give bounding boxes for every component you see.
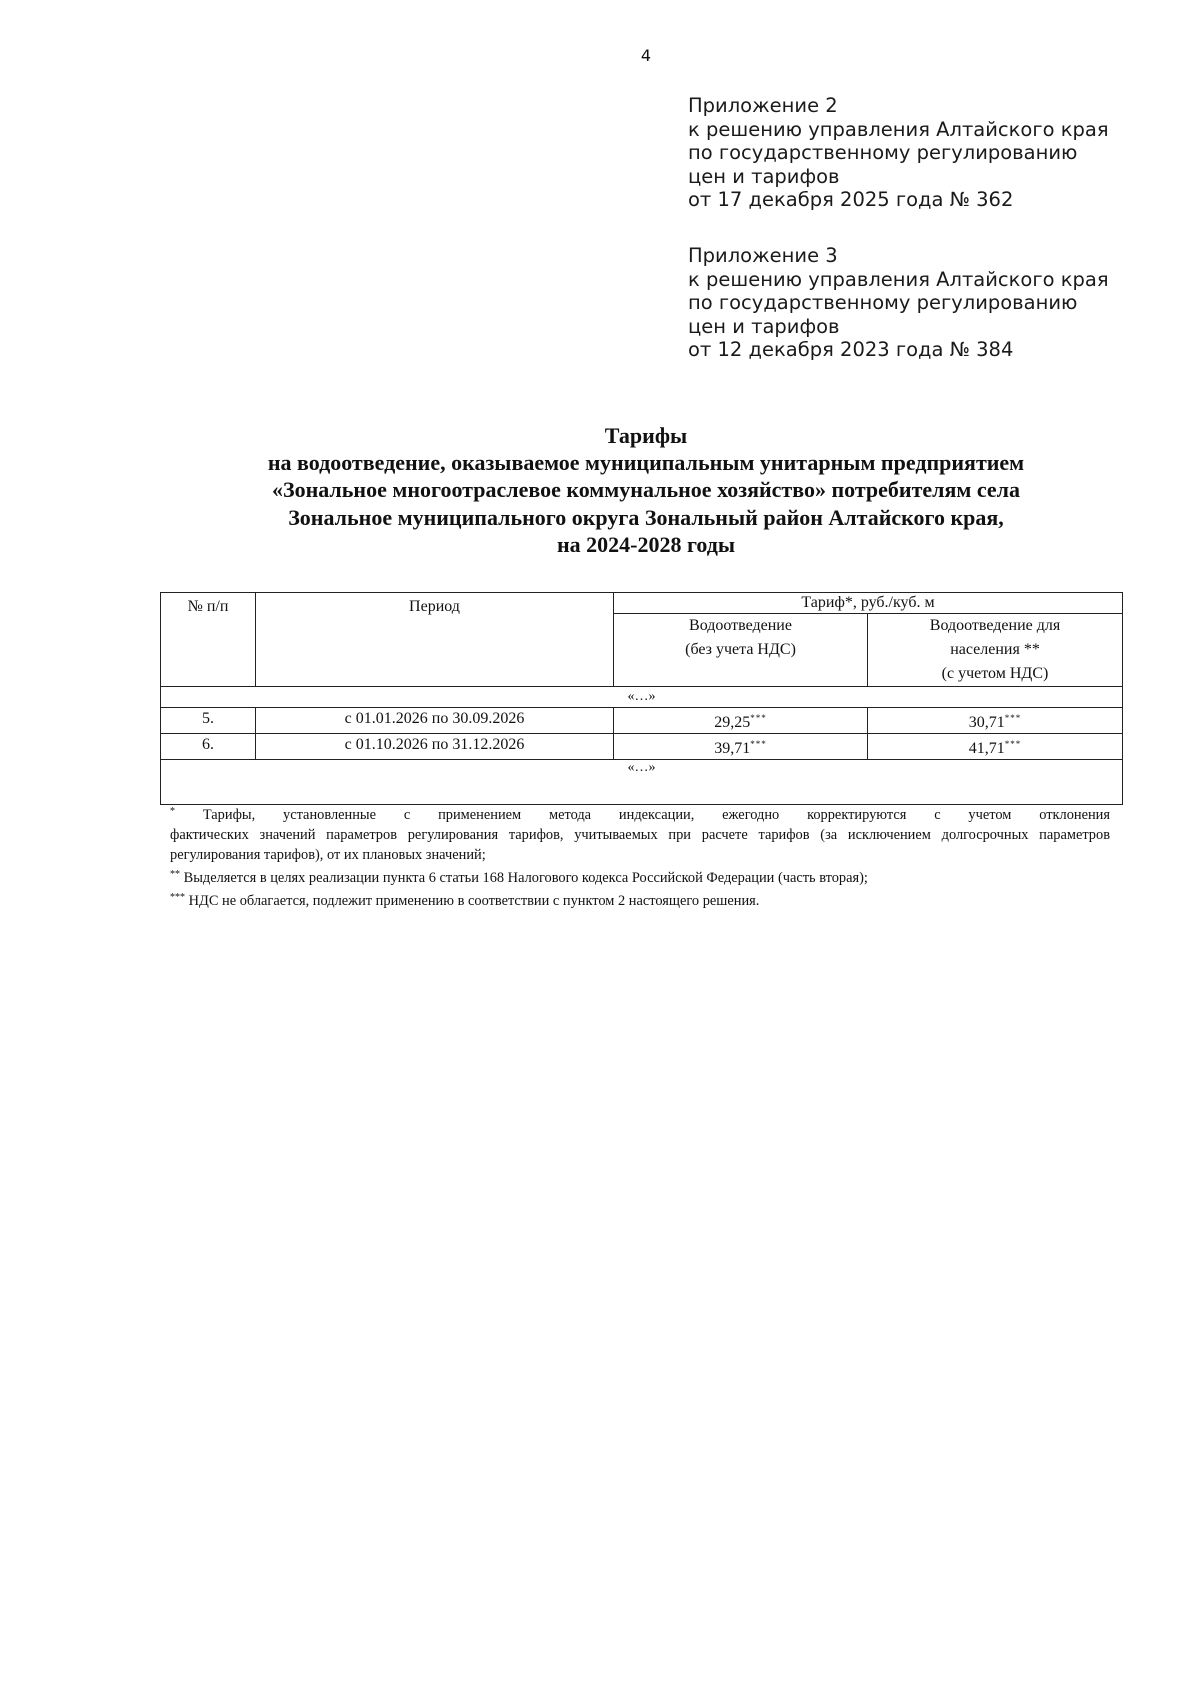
footnote-mark: ** — [170, 869, 180, 880]
ellipsis-row — [161, 687, 1123, 708]
appendix-3-line: от 12 декабря 2023 года № 384 — [688, 338, 1014, 361]
page-number: 4 — [640, 46, 652, 65]
header-no-vat-line: Водоотведение — [689, 617, 792, 634]
appendix-3-header — [688, 244, 1109, 362]
row-number: 6. — [161, 734, 256, 760]
tariff-table — [160, 592, 1123, 805]
table-header-row — [161, 593, 1123, 614]
table-row — [161, 734, 1123, 760]
header-with-vat-line: Водоотведение для — [929, 617, 1061, 634]
tariff-value: 29,25 — [714, 714, 751, 731]
footnote-mark: *** — [750, 713, 767, 723]
footnote-text: НДС не облагается, подлежит применению в соответствии с пунктом 2 настоящего решения. — [188, 893, 760, 909]
footnote-text: Выделяется в целях реализации пункта 6 статьи 168 Налогового кодекса Российской Федерации (часть вторая); — [183, 870, 868, 886]
row-tariff-with-vat — [868, 708, 1123, 734]
appendix-2-line: к решению управления Алтайского края — [688, 117, 1109, 141]
footnotes — [170, 802, 1110, 911]
appendix-3-line: к решению управления Алтайского края — [688, 267, 1109, 291]
appendix-3-line: Приложение 3 — [688, 244, 838, 267]
ellipsis-row — [161, 760, 1123, 805]
title-line: на 2024-2028 годы — [556, 531, 736, 557]
row-period: с 01.01.2026 по 30.09.2026 — [256, 708, 614, 734]
footnote-mark: *** — [1004, 713, 1022, 723]
appendix-2-header — [688, 94, 1109, 212]
header-no-vat-line: (без учета НДС) — [685, 641, 796, 658]
appendix-2-line: от 17 декабря 2025 года № 362 — [688, 188, 1014, 211]
row-tariff-no-vat — [614, 734, 868, 760]
footnote-mark: * — [170, 806, 175, 817]
tariff-value: 41,71 — [968, 740, 1005, 757]
footnote-mark: *** — [170, 892, 185, 903]
title-line: на водоотведение, оказываемое муниципальным унитарным предприятием — [267, 450, 1025, 476]
footnote-1 — [170, 802, 1110, 865]
title-line: Зональное муниципального округа Зональный район Алтайского края, — [288, 504, 1004, 530]
appendix-3-line: цен и тарифов — [688, 314, 840, 338]
header-with-vat — [868, 614, 1123, 687]
document-title — [150, 422, 1142, 558]
ellipsis: «…» — [161, 760, 1123, 805]
table-row — [161, 708, 1123, 734]
footnote-text: Тарифы, установленные с применением метода индексации, ежегодно корректируются с учетом отклонения — [202, 807, 1110, 823]
header-number: № п/п — [161, 593, 256, 687]
title-line: «Зональное многоотраслевое коммунальное хозяйство» потребителям села — [271, 477, 1021, 503]
appendix-2-line: Приложение 2 — [688, 94, 838, 117]
ellipsis: «…» — [161, 687, 1123, 708]
row-number: 5. — [161, 708, 256, 734]
header-period: Период — [256, 593, 614, 687]
row-tariff-with-vat — [868, 734, 1123, 760]
footnote-2 — [170, 865, 1110, 888]
footnote-3 — [170, 888, 1110, 911]
header-with-vat-line: населения ** — [950, 641, 1040, 658]
tariff-value: 39,71 — [714, 740, 751, 757]
tariff-value: 30,71 — [968, 714, 1005, 731]
footnote-text: фактических значений параметров регулирования тарифов, учитываемых при расчете тарифов (за исключением долгосрочных параметров регулирования тарифов), от их плановых значений; — [170, 827, 1110, 863]
header-tariff: Тариф*, руб./куб. м — [614, 593, 1123, 614]
footnote-mark: *** — [1004, 739, 1022, 749]
row-period: с 01.10.2026 по 31.12.2026 — [256, 734, 614, 760]
appendix-2-line: по государственному регулированию — [688, 141, 1078, 164]
footnote-mark: *** — [750, 739, 767, 749]
title-line: Тарифы — [604, 423, 688, 448]
header-with-vat-line: (с учетом НДС) — [941, 665, 1049, 682]
appendix-2-line: цен и тарифов — [688, 164, 840, 188]
header-no-vat — [614, 614, 868, 687]
row-tariff-no-vat — [614, 708, 868, 734]
appendix-3-line: по государственному регулированию — [688, 291, 1078, 314]
